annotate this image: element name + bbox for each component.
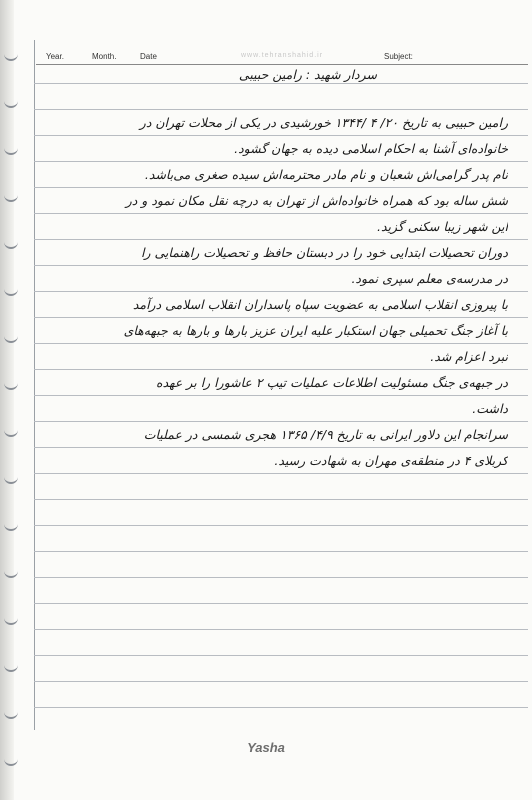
ruled-line — [34, 603, 528, 604]
binder-hole — [4, 240, 18, 249]
ruled-line — [34, 525, 528, 526]
body-line: رامین حبیبی به تاریخ ۲۰/ ۴ /۱۳۴۴ خورشیدی در یکی از محلات تهران در — [139, 115, 508, 130]
ruled-line — [34, 291, 528, 292]
binder-hole — [4, 52, 18, 61]
ruled-line — [34, 369, 528, 370]
ruled-line — [34, 187, 528, 188]
body-line: در مدرسه‌ی معلم سپری نمود. — [351, 271, 508, 286]
date-label: Date — [140, 52, 157, 61]
ruled-line — [34, 629, 528, 630]
ruled-line — [34, 681, 528, 682]
binder-hole — [4, 663, 18, 672]
binder-hole — [4, 287, 18, 296]
ruled-line — [34, 707, 528, 708]
page-left-edge-shadow — [0, 0, 14, 800]
ruled-line — [34, 551, 528, 552]
ruled-line — [34, 213, 528, 214]
ruled-line — [34, 577, 528, 578]
body-line: کربلای ۴ در منطقه‌ی مهران به شهادت رسید. — [274, 453, 508, 468]
binder-hole — [4, 475, 18, 484]
ruled-line — [34, 109, 528, 110]
year-label: Year. — [46, 52, 64, 61]
faint-imprint: www.tehranshahid.ir — [241, 52, 324, 59]
margin-line — [34, 40, 35, 730]
binder-hole — [4, 428, 18, 437]
brand-logo: Yasha — [247, 740, 285, 755]
binder-hole — [4, 146, 18, 155]
ruled-line — [34, 499, 528, 500]
body-line: در جبهه‌ی جنگ مسئولیت اطلاعات عملیات تیپ ۲ عاشورا را بر عهده — [156, 375, 508, 390]
header-underline — [36, 64, 528, 65]
body-line: دوران تحصیلات ابتدایی خود را در دبستان حافظ و تحصیلات راهنمایی را — [141, 245, 508, 260]
ruled-line — [34, 343, 528, 344]
ruled-line — [34, 655, 528, 656]
binder-hole — [4, 757, 18, 766]
body-line: داشت. — [472, 401, 508, 416]
binder-hole — [4, 710, 18, 719]
binder-hole — [4, 99, 18, 108]
month-label: Month. — [92, 52, 117, 61]
binder-hole — [4, 616, 18, 625]
binder-hole — [4, 522, 18, 531]
ruled-line — [34, 473, 528, 474]
ruled-line — [34, 83, 528, 84]
body-line: شش ساله بود که همراه خانواده‌اش از تهران به درچه نقل مکان نمود و در — [125, 193, 508, 208]
document-title: سردار شهید : رامین حبیبی — [238, 67, 377, 82]
binder-hole — [4, 569, 18, 578]
body-line: با آغاز جنگ تحمیلی جهان استکبار علیه ایران عزیز بارها و بارها به جبهه‌های — [123, 323, 508, 338]
ruled-line — [34, 317, 528, 318]
ruled-line — [34, 135, 528, 136]
ruled-line — [34, 239, 528, 240]
binder-hole — [4, 381, 18, 390]
ruled-line — [34, 395, 528, 396]
ruled-line — [34, 421, 528, 422]
binder-hole — [4, 193, 18, 202]
body-line: سرانجام این دلاور ایرانی به تاریخ ۴/۹/ ۱۳۶۵ هجری شمسی در عملیات — [143, 427, 508, 442]
body-line: خانواده‌ای آشنا به احکام اسلامی دیده به جهان گشود. — [234, 141, 508, 156]
ruled-line — [34, 447, 528, 448]
body-line: نام پدر گرامی‌اش شعبان و نام مادر محترمه‌اش سیده صغری می‌باشد. — [144, 167, 508, 182]
ruled-line — [34, 265, 528, 266]
page-header — [36, 49, 528, 65]
body-line: این شهر زیبا سکنی گزید. — [376, 219, 508, 234]
subject-label: Subject: — [384, 52, 413, 61]
ruled-line — [34, 161, 528, 162]
binder-hole — [4, 334, 18, 343]
body-line: نبرد اعزام شد. — [430, 349, 508, 364]
body-line: با پیروزی انقلاب اسلامی به عضویت سپاه پاسداران انقلاب اسلامی درآمد — [132, 297, 508, 312]
